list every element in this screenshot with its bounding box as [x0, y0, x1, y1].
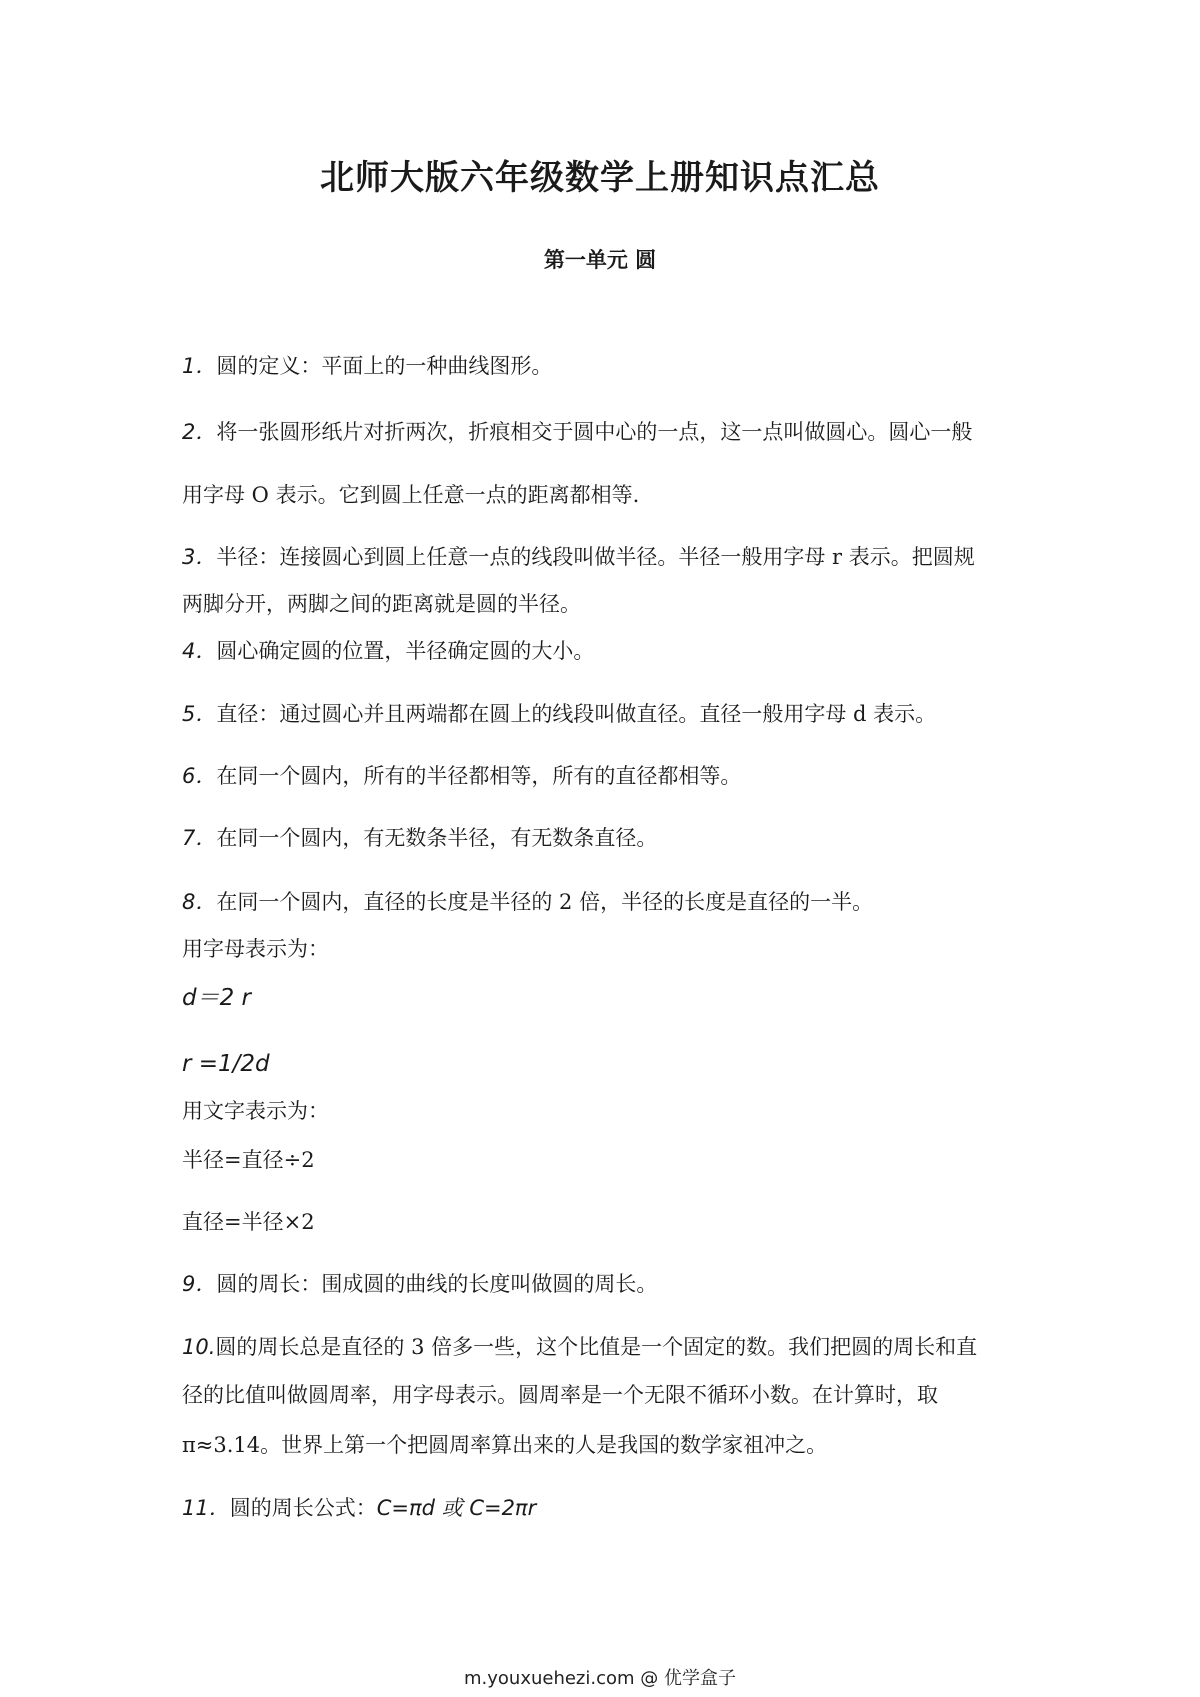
item-number: 6． [182, 764, 217, 788]
item-2-line-1 [182, 418, 972, 446]
item-10-line-3: π≈3.14。世界上第一个把圆周率算出来的人是我国的数学家祖冲之。 [182, 1433, 828, 1457]
item-6 [182, 762, 741, 790]
item-text: 圆心确定圆的位置，半径确定圆的大小。 [216, 639, 595, 663]
item-number: 3． [182, 545, 217, 569]
item-9 [182, 1270, 657, 1298]
item-11 [182, 1494, 536, 1522]
item-4 [182, 637, 594, 665]
item-3-line-2: 两脚分开，两脚之间的距离就是圆的半径。 [182, 592, 581, 616]
item-7 [182, 824, 657, 852]
item-text: 圆的周长公式： [229, 1496, 377, 1520]
item-10-line-1 [182, 1333, 977, 1361]
unit-heading: 第一单元 圆 [543, 248, 657, 272]
item-text: 直径：通过圆心并且两端都在圆上的线段叫做直径。直径一般用字母 d 表示。 [216, 702, 937, 726]
item-10-line-2: 径的比值叫做圆周率，用字母表示。圆周率是一个无限不循环小数。在计算时，取 [182, 1383, 938, 1407]
item-text: 将一张圆形纸片对折两次，折痕相交于圆中心的一点，这一点叫做圆心。圆心一般 [216, 420, 973, 444]
item-number: 2． [182, 420, 217, 444]
item-text: 在同一个圆内，有无数条半径，有无数条直径。 [216, 826, 658, 850]
item-number: 9． [182, 1272, 217, 1296]
item-number: 5． [182, 702, 217, 726]
item-1 [182, 352, 552, 380]
circumference-formula: C=πd 或 C=2πr [376, 1496, 537, 1520]
item-2-line-2: 用字母 O 表示。它到圆上任意一点的距离都相等. [182, 483, 640, 507]
formula-d: d＝2 r [182, 985, 251, 1011]
item-number: 8． [182, 890, 217, 914]
item-number: 1． [182, 354, 217, 378]
formula-r: r =1/2d [182, 1051, 270, 1077]
footer-watermark: m.youxuehezi.com @ 优学盒子 [463, 1668, 736, 1689]
item-8 [182, 888, 873, 916]
document-title: 北师大版六年级数学上册知识点汇总 [320, 158, 880, 198]
item-text: 圆的周长总是直径的 3 倍多一些，这个比值是一个固定的数。我们把圆的周长和直 [215, 1335, 978, 1359]
item-5 [182, 700, 936, 728]
item-number: 4． [182, 639, 217, 663]
words-formula-diameter: 直径=半径×2 [182, 1210, 315, 1234]
item-number: 11． [182, 1496, 230, 1520]
item-text: 在同一个圆内，所有的半径都相等，所有的直径都相等。 [216, 764, 742, 788]
words-label: 用文字表示为： [182, 1099, 329, 1123]
item-number: 7． [182, 826, 217, 850]
item-text: 圆的周长：围成圆的曲线的长度叫做圆的周长。 [216, 1272, 658, 1296]
item-3-line-1 [182, 543, 975, 571]
item-text: 半径：连接圆心到圆上任意一点的线段叫做半径。半径一般用字母 r 表示。把圆规 [216, 545, 975, 569]
letters-label: 用字母表示为： [182, 937, 329, 961]
item-text: 在同一个圆内，直径的长度是半径的 2 倍，半径的长度是直径的一半。 [216, 890, 874, 914]
words-formula-radius: 半径=直径÷2 [182, 1148, 315, 1172]
item-number: 10. [182, 1335, 216, 1359]
item-text: 圆的定义：平面上的一种曲线图形。 [216, 354, 553, 378]
